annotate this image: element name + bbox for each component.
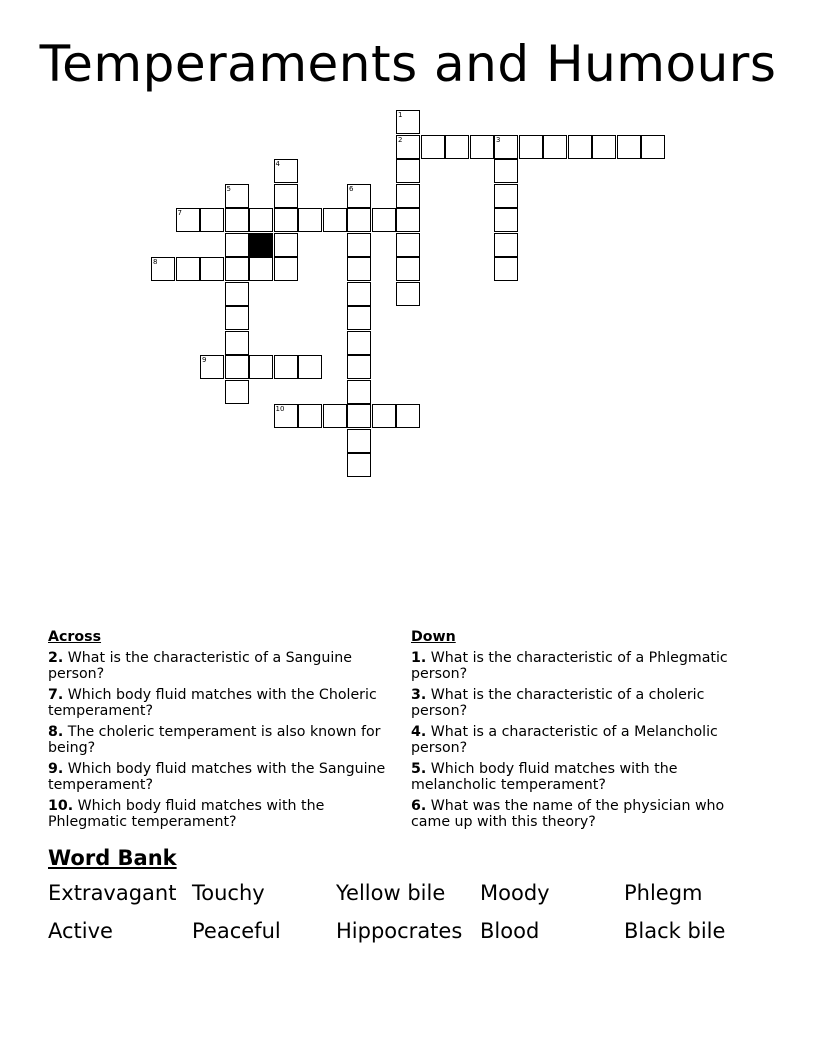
- clue-text: What is a characteristic of a Melancholic person?: [411, 723, 718, 756]
- crossword-cell[interactable]: [200, 355, 224, 379]
- word-bank-title: Word Bank: [48, 846, 177, 870]
- crossword-cell[interactable]: [151, 257, 175, 281]
- down-clue: [411, 687, 761, 720]
- cell-number: 6: [349, 184, 354, 193]
- crossword-cell[interactable]: [396, 184, 420, 208]
- down-clues: [411, 629, 761, 835]
- crossword-cell[interactable]: [347, 282, 371, 306]
- crossword-cell[interactable]: [494, 135, 518, 159]
- across-clue: [48, 687, 393, 720]
- clue-text: What is the characteristic of a Phlegmatic person?: [411, 649, 728, 682]
- word-bank-item: Black bile: [624, 919, 726, 943]
- down-clue: [411, 798, 761, 831]
- clue-number: 6.: [411, 797, 427, 814]
- crossword-cell[interactable]: [347, 380, 371, 404]
- crossword-cell[interactable]: [347, 306, 371, 330]
- crossword-cell[interactable]: [347, 233, 371, 257]
- crossword-cell[interactable]: [249, 208, 273, 232]
- clue-number: 1.: [411, 649, 427, 666]
- clue-number: 7.: [48, 686, 64, 703]
- clue-text: Which body fluid matches with the Phlegmatic temperament?: [48, 797, 325, 830]
- crossword-cell[interactable]: [617, 135, 641, 159]
- word-bank-item: Hippocrates: [336, 919, 463, 943]
- crossword-cell[interactable]: [568, 135, 592, 159]
- crossword-cell[interactable]: [298, 355, 322, 379]
- crossword-cell[interactable]: [249, 257, 273, 281]
- crossword-cell[interactable]: [347, 257, 371, 281]
- crossword-cell[interactable]: [396, 257, 420, 281]
- crossword-cell[interactable]: [445, 135, 469, 159]
- word-bank-item: Phlegm: [624, 881, 703, 905]
- crossword-cell[interactable]: [592, 135, 616, 159]
- crossword-block: [249, 233, 273, 257]
- crossword-cell[interactable]: [274, 233, 298, 257]
- crossword-cell[interactable]: [494, 159, 518, 183]
- crossword-cell[interactable]: [225, 331, 249, 355]
- crossword-cell[interactable]: [225, 184, 249, 208]
- crossword-cell[interactable]: [225, 306, 249, 330]
- crossword-cell[interactable]: [641, 135, 665, 159]
- crossword-cell[interactable]: [396, 233, 420, 257]
- clue-text: Which body fluid matches with the melancholic temperament?: [411, 760, 678, 793]
- crossword-cell[interactable]: [225, 233, 249, 257]
- crossword-cell[interactable]: [225, 257, 249, 281]
- crossword-cell[interactable]: [323, 404, 347, 428]
- down-clue: [411, 650, 761, 683]
- clue-number: 10.: [48, 797, 74, 814]
- crossword-cell[interactable]: [347, 331, 371, 355]
- crossword-cell[interactable]: [274, 184, 298, 208]
- word-bank-item: Active: [48, 919, 113, 943]
- crossword-cell[interactable]: [372, 404, 396, 428]
- crossword-cell[interactable]: [347, 184, 371, 208]
- crossword-cell[interactable]: [274, 159, 298, 183]
- across-clue: [48, 724, 393, 757]
- cell-number: 4: [275, 160, 280, 168]
- crossword-cell[interactable]: [176, 257, 200, 281]
- cell-number: 8: [153, 258, 158, 266]
- across-clues: [48, 629, 393, 835]
- word-bank-item: Moody: [480, 881, 550, 905]
- clue-number: 4.: [411, 723, 427, 740]
- crossword-cell[interactable]: [396, 110, 420, 134]
- crossword-cell[interactable]: [225, 208, 249, 232]
- crossword-cell[interactable]: [347, 453, 371, 477]
- crossword-cell[interactable]: [274, 404, 298, 428]
- clue-text: The choleric temperament is also known for being?: [48, 723, 381, 756]
- crossword-cell[interactable]: [200, 257, 224, 281]
- crossword-cell[interactable]: [396, 135, 420, 159]
- word-bank-item: Touchy: [192, 881, 265, 905]
- crossword-cell[interactable]: [372, 208, 396, 232]
- clue-number: 3.: [411, 686, 427, 703]
- crossword-cell[interactable]: [225, 380, 249, 404]
- crossword-cell[interactable]: [347, 355, 371, 379]
- crossword-cell[interactable]: [347, 429, 371, 453]
- word-bank-item: Peaceful: [192, 919, 281, 943]
- crossword-cell[interactable]: [396, 208, 420, 232]
- crossword-cell[interactable]: [176, 208, 200, 232]
- clue-text: What is the characteristic of a Sanguine person?: [48, 649, 353, 682]
- cell-number: 2: [398, 135, 403, 144]
- crossword-cell[interactable]: [225, 355, 249, 379]
- cell-number: 5: [226, 184, 231, 193]
- page-title: Temperaments and Humours: [39, 35, 777, 93]
- crossword-cell[interactable]: [200, 208, 224, 232]
- crossword-cell[interactable]: [519, 135, 543, 159]
- word-bank-item: Yellow bile: [336, 881, 446, 905]
- across-clue: [48, 650, 393, 683]
- clue-number: 8.: [48, 723, 64, 740]
- crossword-cell[interactable]: [396, 282, 420, 306]
- clue-number: 5.: [411, 760, 427, 777]
- crossword-cell[interactable]: [494, 208, 518, 232]
- clue-text: What was the name of the physician who came up with this theory?: [411, 797, 725, 830]
- across-clue: [48, 761, 393, 794]
- clue-text: Which body fluid matches with the Choleric temperament?: [48, 686, 377, 719]
- clue-text: Which body fluid matches with the Sanguine temperament?: [48, 760, 386, 793]
- clue-text: What is the characteristic of a choleric person?: [411, 686, 705, 719]
- crossword-cell[interactable]: [494, 257, 518, 281]
- crossword-cell[interactable]: [298, 208, 322, 232]
- across-heading: Across: [48, 629, 102, 645]
- crossword-cell[interactable]: [347, 208, 371, 232]
- crossword-cell[interactable]: [274, 355, 298, 379]
- crossword-cell[interactable]: [494, 184, 518, 208]
- down-clue: [411, 724, 761, 757]
- down-heading: Down: [411, 629, 456, 645]
- crossword-cell[interactable]: [298, 404, 322, 428]
- crossword-cell[interactable]: [274, 208, 298, 232]
- crossword-cell[interactable]: [225, 282, 249, 306]
- crossword-cell[interactable]: [323, 208, 347, 232]
- crossword-cell[interactable]: [249, 355, 273, 379]
- across-clue: [48, 798, 393, 831]
- crossword-cell[interactable]: [543, 135, 567, 159]
- clue-number: 2.: [48, 649, 64, 666]
- crossword-cell[interactable]: [347, 404, 371, 428]
- cell-number: 1: [398, 111, 403, 119]
- word-bank: [48, 880, 778, 944]
- word-bank-item: Blood: [480, 919, 540, 943]
- word-bank-item: Extravagant: [48, 881, 177, 905]
- cell-number: 3: [496, 135, 501, 144]
- crossword-grid: [0, 0, 816, 500]
- crossword-cell[interactable]: [396, 404, 420, 428]
- cell-number: 9: [202, 356, 207, 364]
- crossword-cell[interactable]: [396, 159, 420, 183]
- clue-number: 9.: [48, 760, 64, 777]
- cell-number: 10: [275, 405, 285, 413]
- cell-number: 7: [177, 209, 182, 217]
- crossword-cell[interactable]: [494, 233, 518, 257]
- crossword-cell[interactable]: [470, 135, 494, 159]
- down-clue: [411, 761, 761, 794]
- crossword-cell[interactable]: [421, 135, 445, 159]
- crossword-cell[interactable]: [274, 257, 298, 281]
